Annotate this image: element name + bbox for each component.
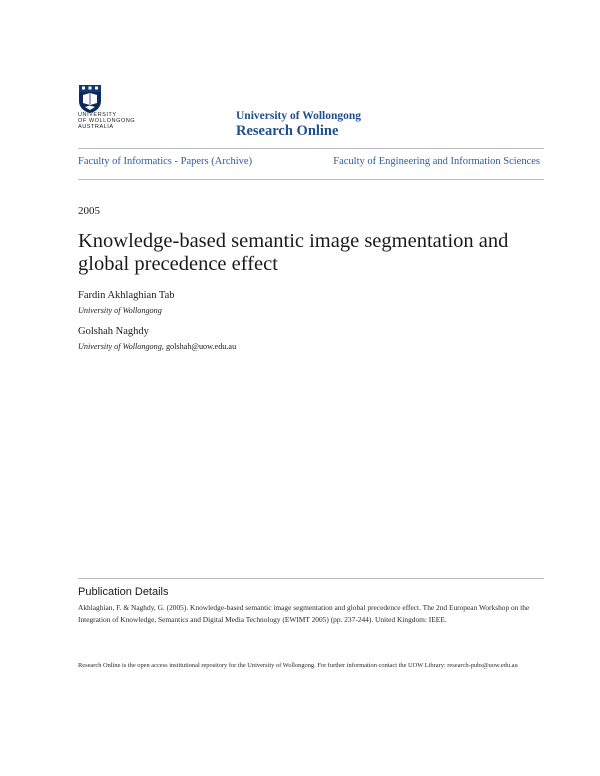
divider <box>78 179 544 180</box>
divider <box>78 578 544 579</box>
university-name[interactable]: University of Wollongong <box>236 110 362 122</box>
publication-details-text: Akhlaghian, F. & Naghdy, G. (2005). Knowledge-based semantic image segmentation and global precedence effect. The 2nd European Workshop on the Integration of Knowledge, Semantics and Digital Media Technology (EWIMT 2005) (pp. 237-244). United Kingdom: IEEE. <box>78 603 530 624</box>
affiliation-text: University of Wollongong, <box>78 342 164 351</box>
logo-line: UNIVERSITY <box>78 112 117 118</box>
publication-year: 2005 <box>78 205 100 217</box>
author-email[interactable]: golshah@uow.edu.au <box>165 342 237 351</box>
author-affiliation <box>78 342 236 351</box>
faculty-links <box>78 156 544 172</box>
logo-wordmark <box>78 112 135 130</box>
faculty-link-engineering[interactable]: Faculty of Engineering and Information Sciences <box>333 156 540 167</box>
repository-name[interactable]: Research Online <box>236 123 339 139</box>
repository-footer: Research Online is the open access institutional repository for the University of Wollongong. For further information contact the UOW Library: research-pubs@uow.edu.au <box>78 662 518 669</box>
affiliation-text: University of Wollongong <box>78 306 162 315</box>
publication-details-heading: Publication Details <box>78 586 169 598</box>
university-logo[interactable] <box>78 84 148 136</box>
repository-brand[interactable] <box>236 110 361 140</box>
university-crest-icon <box>78 84 102 114</box>
logo-line: OF WOLLONGONG <box>78 118 136 124</box>
logo-line: AUSTRALIA <box>78 124 114 130</box>
faculty-link-informatics[interactable]: Faculty of Informatics - Papers (Archive) <box>78 156 253 167</box>
paper-title: Knowledge-based semantic image segmentation and global precedence effect <box>78 230 509 275</box>
author-affiliation <box>78 306 162 315</box>
author-name: Fardin Akhlaghian Tab <box>78 290 175 301</box>
author-name: Golshah Naghdy <box>78 326 149 337</box>
divider <box>78 148 544 149</box>
